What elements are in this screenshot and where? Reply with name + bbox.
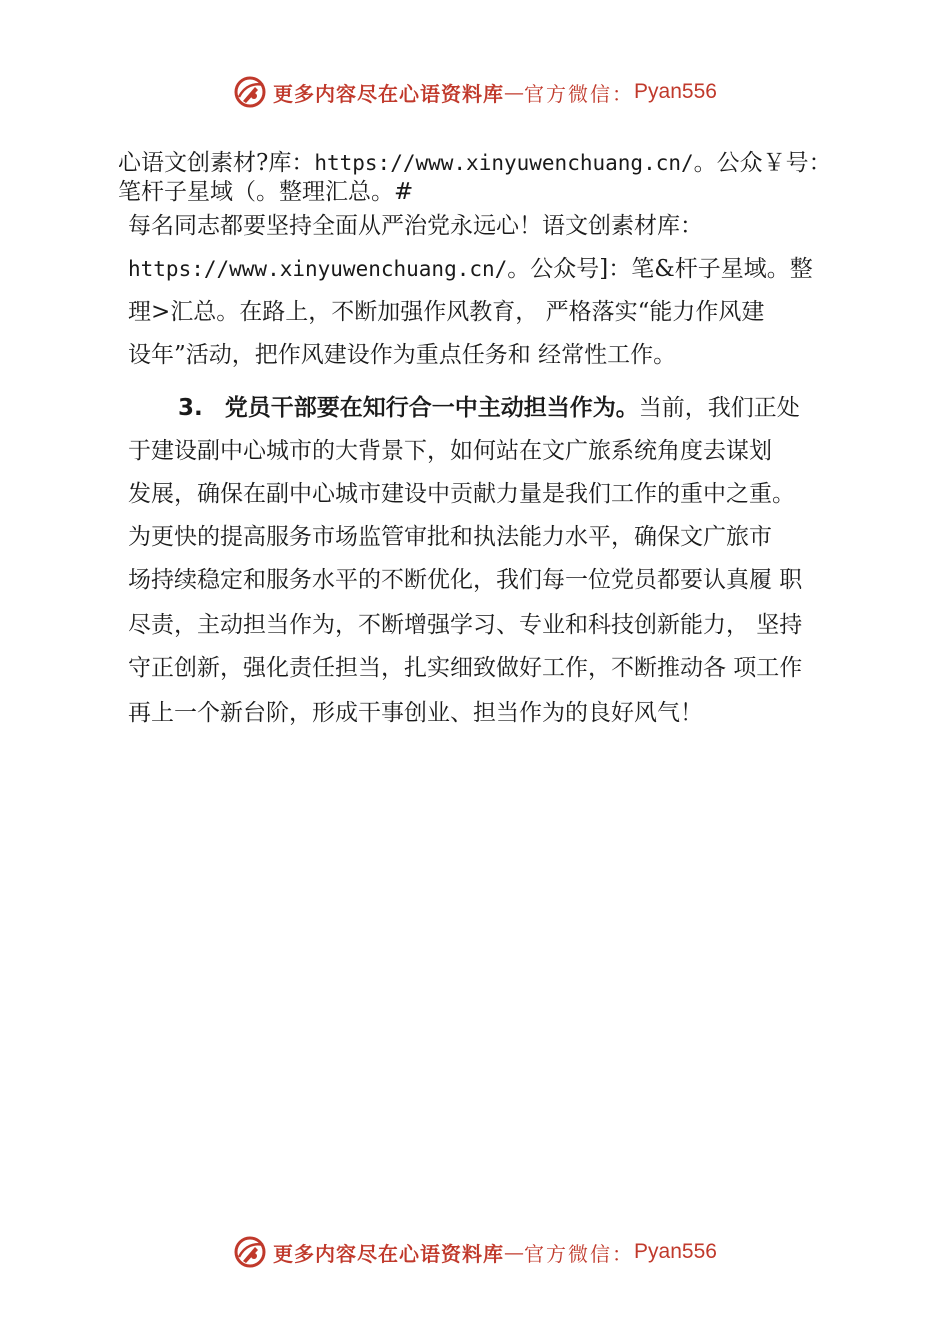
para1-line-3: 理>汇总。在路上，不断加强作风教育， 严格落实“能力作风建 bbox=[128, 299, 765, 325]
para2-line-3: 发展，确保在副中心城市建设中贡献力量是我们工作的重中之重。 bbox=[128, 481, 795, 507]
banner-dash: — bbox=[504, 80, 525, 104]
para2-line-1 bbox=[178, 393, 800, 423]
para1-line-2-suffix: 。公众号]：笔&杆子星域。整 bbox=[507, 256, 813, 282]
para2-heading: 党员干部要在知行合一中主动担当作为。 bbox=[224, 395, 639, 421]
para2-line-2: 于建设副中心城市的大背景下，如何站在文广旅系统角度去谋划 bbox=[128, 438, 772, 464]
para2-number: 3. bbox=[178, 395, 203, 421]
intro-line-1 bbox=[118, 148, 832, 178]
banner-wechat-label: 官方微信： bbox=[524, 81, 635, 106]
banner-wechat-id: Pyan556 bbox=[634, 80, 717, 103]
para1-line-2 bbox=[128, 254, 813, 284]
para2-line-1-rest: 当前，我们正处 bbox=[638, 395, 800, 421]
banner-wechat-id: Pyan556 bbox=[634, 1240, 717, 1263]
brand-logo-icon bbox=[233, 75, 267, 109]
banner-text: 更多内容尽在心语资料库 bbox=[273, 1241, 505, 1266]
para1-line-1: 每名同志都要坚持全面从严治党永远心！语文创素材库： bbox=[128, 213, 703, 239]
banner-dash: — bbox=[504, 1240, 525, 1264]
banner-text: 更多内容尽在心语资料库 bbox=[273, 81, 505, 106]
intro-prefix: 心语文创素材?库： bbox=[118, 150, 315, 176]
brand-logo-icon bbox=[233, 1235, 267, 1269]
para2-line-4: 为更快的提高服务市场监管审批和执法能力水平，确保文广旅市 bbox=[128, 524, 772, 550]
intro-line-2: 笔杆子星域（。整理汇总。# bbox=[118, 179, 414, 205]
para2-line-7: 守正创新，强化责任担当，扎实细致做好工作，不断推动各 项工作 bbox=[128, 655, 803, 681]
para1-line-4: 设年”活动，把作风建设作为重点任务和 经常性工作。 bbox=[128, 342, 677, 368]
para2-line-5: 场持续稳定和服务水平的不断优化，我们每一位党员都要认真履 职 bbox=[128, 567, 803, 593]
footer-banner bbox=[0, 1230, 950, 1274]
banner-wechat-label: 官方微信： bbox=[524, 1241, 635, 1266]
para2-line-8: 再上一个新台阶，形成干事创业、担当作为的良好风气！ bbox=[128, 700, 703, 726]
intro-url: https://www.xinyuwenchuang.cn/ bbox=[314, 151, 694, 175]
header-banner bbox=[0, 70, 950, 114]
para1-url: https://www.xinyuwenchuang.cn/ bbox=[128, 257, 508, 281]
intro-suffix: 。公众￥号： bbox=[693, 150, 832, 176]
para2-line-6: 尽责，主动担当作为，不断增强学习、专业和科技创新能力， 坚持 bbox=[128, 612, 803, 638]
